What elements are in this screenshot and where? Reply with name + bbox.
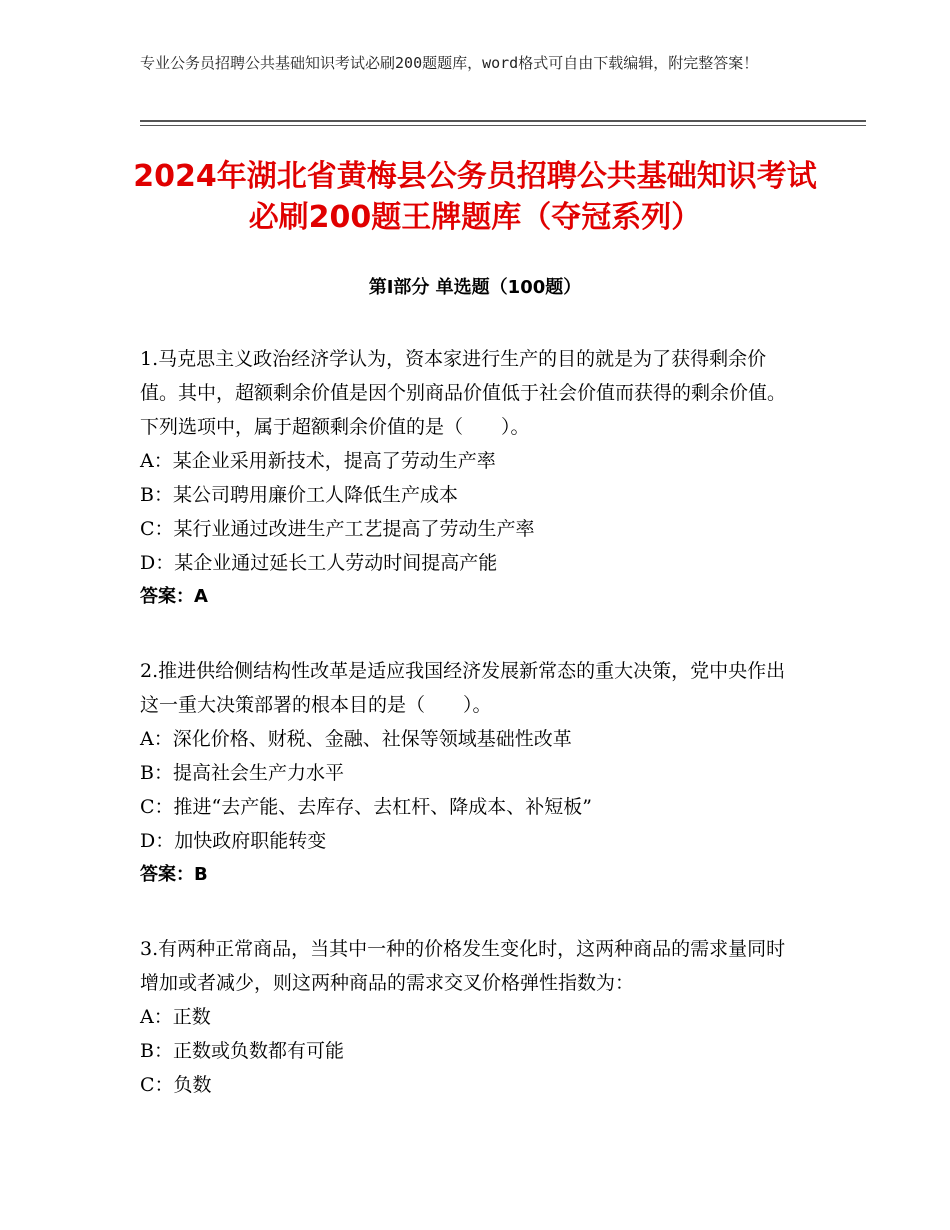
section-heading: 第Ⅰ部分 单选题（100题） xyxy=(368,277,582,298)
question-1 xyxy=(140,342,800,614)
question-3 xyxy=(140,932,800,1102)
answer: 答案：B xyxy=(140,864,208,885)
question-stem: 1.马克思主义政治经济学认为，资本家进行生产的目的就是为了获得剩余价值。其中，超额剩余价值是因个别商品价值低于社会价值而获得的剩余价值。下列选项中，属于超额剩余价值的是（ ）。 xyxy=(140,348,787,438)
header-note: 专业公务员招聘公共基础知识考试必刷200题题库，word格式可自由下载编辑，附完整答案！ xyxy=(140,54,759,72)
option-d: D：加快政府职能转变 xyxy=(140,830,327,852)
answer: 答案：A xyxy=(140,586,208,607)
option-d: D：某企业通过延长工人劳动时间提高产能 xyxy=(140,552,498,574)
question-2 xyxy=(140,654,800,892)
option-a: A：正数 xyxy=(140,1006,211,1028)
header-rule-thick xyxy=(140,120,866,122)
option-b: B：正数或负数都有可能 xyxy=(140,1040,344,1062)
question-stem: 3.有两种正常商品，当其中一种的价格发生变化时，这两种商品的需求量同时增加或者减少，则这两种商品的需求交叉价格弹性指数为： xyxy=(140,938,786,994)
option-b: B：提高社会生产力水平 xyxy=(140,762,344,784)
question-list xyxy=(140,342,800,1142)
option-a: A：深化价格、财税、金融、社保等领域基础性改革 xyxy=(140,728,572,750)
document-title: 2024年湖北省黄梅县公务员招聘公共基础知识考试必刷200题王牌题库（夺冠系列） xyxy=(133,159,817,235)
option-c: C：负数 xyxy=(140,1074,212,1096)
option-b: B：某公司聘用廉价工人降低生产成本 xyxy=(140,484,458,506)
header-rule-thin xyxy=(140,125,866,126)
option-c: C：推进“去产能、去库存、去杠杆、降成本、补短板” xyxy=(140,796,592,818)
option-c: C：某行业通过改进生产工艺提高了劳动生产率 xyxy=(140,518,535,540)
option-a: A：某企业采用新技术，提高了劳动生产率 xyxy=(140,450,496,472)
question-stem: 2.推进供给侧结构性改革是适应我国经济发展新常态的重大决策，党中央作出这一重大决策部署的根本目的是（ ）。 xyxy=(140,660,786,716)
